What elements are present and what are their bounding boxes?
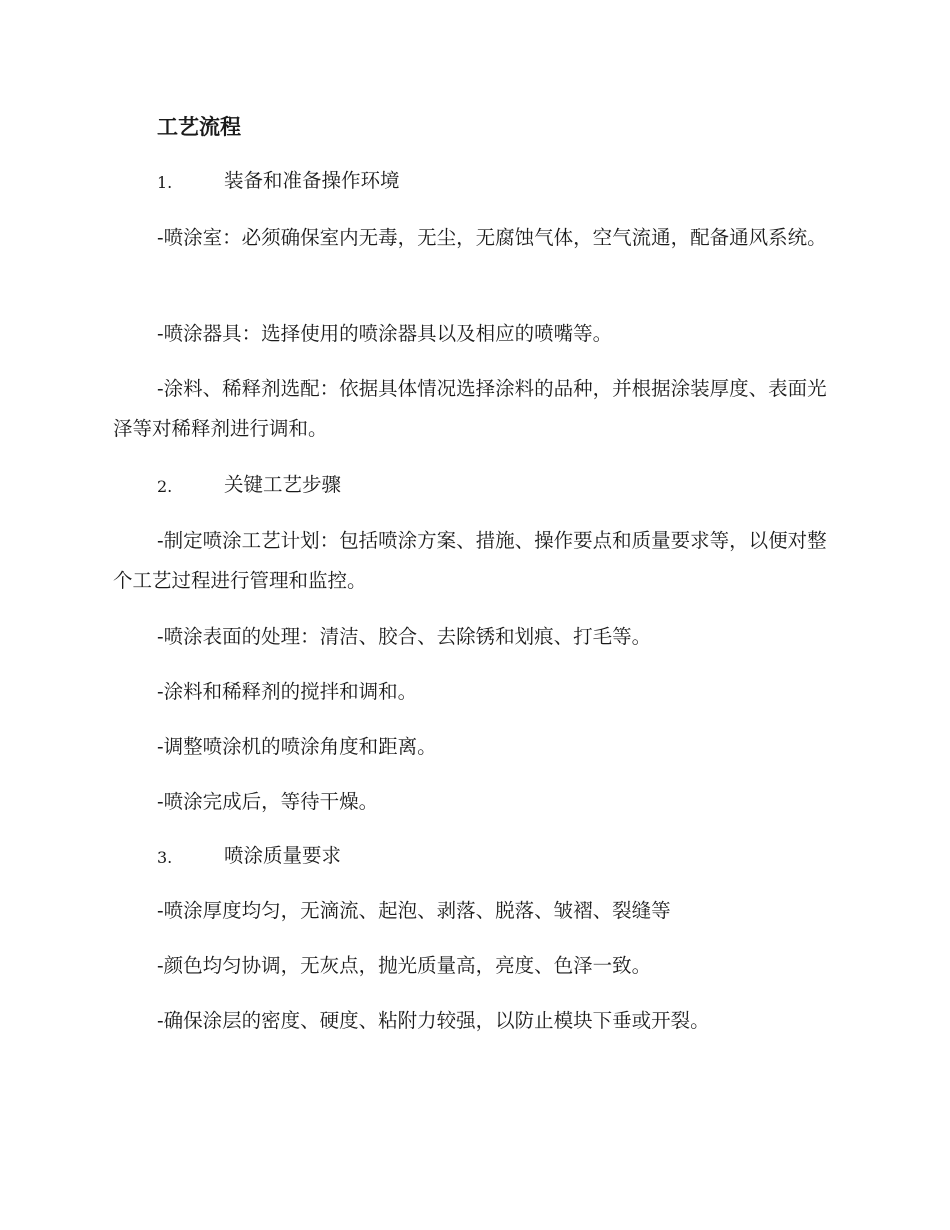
section-1-item-3: -涂料、稀释剂选配：依据具体情况选择涂料的品种，并根据涂装厚度、表面光泽等对稀释剂进行调和。: [113, 377, 827, 440]
section-2-number: 2.: [157, 477, 173, 496]
section-2-title: 关键工艺步骤: [224, 473, 342, 496]
section-1-item-1: -喷涂室：必须确保室内无毒，无尘，无腐蚀气体，空气流通，配备通风系统。: [157, 226, 827, 249]
section-3-item-1: -喷涂厚度均匀，无滴流、起泡、剥落、脱落、皱褶、裂缝等: [157, 899, 671, 922]
section-2-item-5: -喷涂完成后，等待干燥。: [157, 790, 379, 813]
section-3-item-2: -颜色均匀协调，无灰点，抛光质量高，亮度、色泽一致。: [157, 954, 652, 977]
section-2-item-3: -涂料和稀释剂的搅拌和调和。: [157, 680, 418, 703]
section-2-item-4: -调整喷涂机的喷涂角度和距离。: [157, 735, 437, 758]
section-3-item-3: -确保涂层的密度、硬度、粘附力较强，以防止模块下垂或开裂。: [157, 1009, 710, 1032]
section-2-item-1: -制定喷涂工艺计划：包括喷涂方案、措施、操作要点和质量要求等，以便对整个工艺过程进行管理和监控。: [113, 529, 827, 592]
section-3-number: 3.: [157, 848, 173, 867]
document-heading: 工艺流程: [157, 114, 241, 139]
section-1-item-2: -喷涂器具：选择使用的喷涂器具以及相应的喷嘴等。: [157, 322, 613, 345]
section-2-item-2: -喷涂表面的处理：清洁、胶合、去除锈和划痕、打毛等。: [157, 625, 652, 648]
section-1-number: 1.: [157, 173, 173, 192]
section-3-title: 喷涂质量要求: [224, 844, 342, 867]
section-1-title: 装备和准备操作环境: [224, 169, 400, 192]
